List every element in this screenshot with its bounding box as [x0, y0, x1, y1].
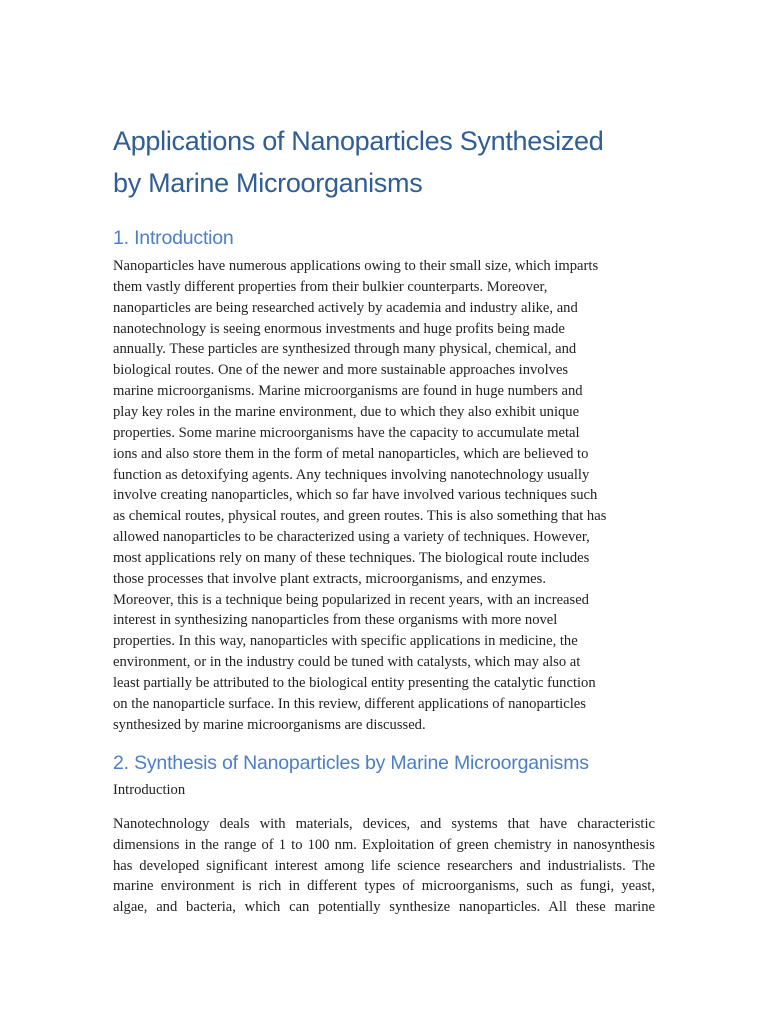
- paragraph-line: properties. In this way, nanoparticles with specific applications in medicine, the: [113, 633, 578, 650]
- paragraph-line: Moreover, this is a technique being popularized in recent years, with an increased: [113, 591, 589, 608]
- paragraph-line: biological routes. One of the newer and more sustainable approaches involves: [113, 362, 569, 379]
- paragraph-line: dimensions in the range of 1 to 100 nm. Exploitation of green chemistry in nanosynthesis: [113, 836, 655, 853]
- document-title-line-2: by Marine Microorganisms: [113, 168, 423, 198]
- paragraph-line: those processes that involve plant extracts, microorganisms, and enzymes.: [113, 570, 546, 587]
- paragraph-line: Nanotechnology deals with materials, devices, and systems that have characteristic: [113, 816, 655, 832]
- section-heading-synthesis: 2. Synthesis of Nanoparticles by Marine Microorganisms: [113, 752, 589, 774]
- paragraph-line: ions and also store them in the form of metal nanoparticles, which are believed to: [113, 445, 589, 462]
- paragraph-line: them vastly different properties from their bulkier counterparts. Moreover,: [113, 278, 548, 295]
- paragraph-line: properties. Some marine microorganisms have the capacity to accumulate metal: [113, 424, 580, 441]
- paragraph-line: allowed nanoparticles to be characterized using a variety of techniques. However,: [113, 529, 590, 546]
- paragraph-line: marine microorganisms. Marine microorganisms are found in huge numbers and: [113, 383, 583, 400]
- paragraph-line: algae, and bacteria, which can potentially synthesize nanoparticles. All these marine: [113, 899, 655, 916]
- paragraph-line: environment, or in the industry could be tuned with catalysts, which may also at: [113, 654, 581, 671]
- paragraph-line: Nanoparticles have numerous applications owing to their small size, which imparts: [113, 258, 599, 274]
- subheading-introduction: Introduction: [113, 782, 186, 798]
- paragraph-line: annually. These particles are synthesized through many physical, chemical, and: [113, 341, 577, 358]
- paragraph-line: function as detoxifying agents. Any techniques involving nanotechnology usually: [113, 466, 590, 483]
- paragraph-line: on the nanoparticle surface. In this review, different applications of nanoparticles: [113, 695, 586, 712]
- document-title-line-1: Applications of Nanoparticles Synthesized: [113, 126, 604, 156]
- paragraph-line: least partially be attributed to the biological entity presenting the catalytic function: [113, 675, 596, 691]
- paragraph-line: nanotechnology is seeing enormous investments and huge profits being made: [113, 320, 565, 337]
- paragraph-line: most applications rely on many of these techniques. The biological route includes: [113, 549, 590, 566]
- paragraph-line: nanoparticles are being researched actively by academia and industry alike, and: [113, 299, 578, 316]
- paragraph-line: involve creating nanoparticles, which so far have involved various techniques such: [113, 487, 598, 504]
- paragraph-line: as chemical routes, physical routes, and green routes. This is also something that has: [113, 508, 607, 525]
- paragraph-line: synthesized by marine microorganisms are discussed.: [113, 716, 426, 733]
- paragraph-line: play key roles in the marine environment, due to which they also exhibit unique: [113, 403, 580, 420]
- paragraph-line: interest in synthesizing nanoparticles from these organisms with more novel: [113, 612, 558, 629]
- section-heading-introduction: 1. Introduction: [113, 227, 234, 249]
- paragraph-line: marine environment is rich in different types of microorganisms, such as fungi, yeast,: [113, 878, 655, 895]
- paragraph-line: has developed significant interest among life science researchers and industrialists. The: [113, 857, 655, 874]
